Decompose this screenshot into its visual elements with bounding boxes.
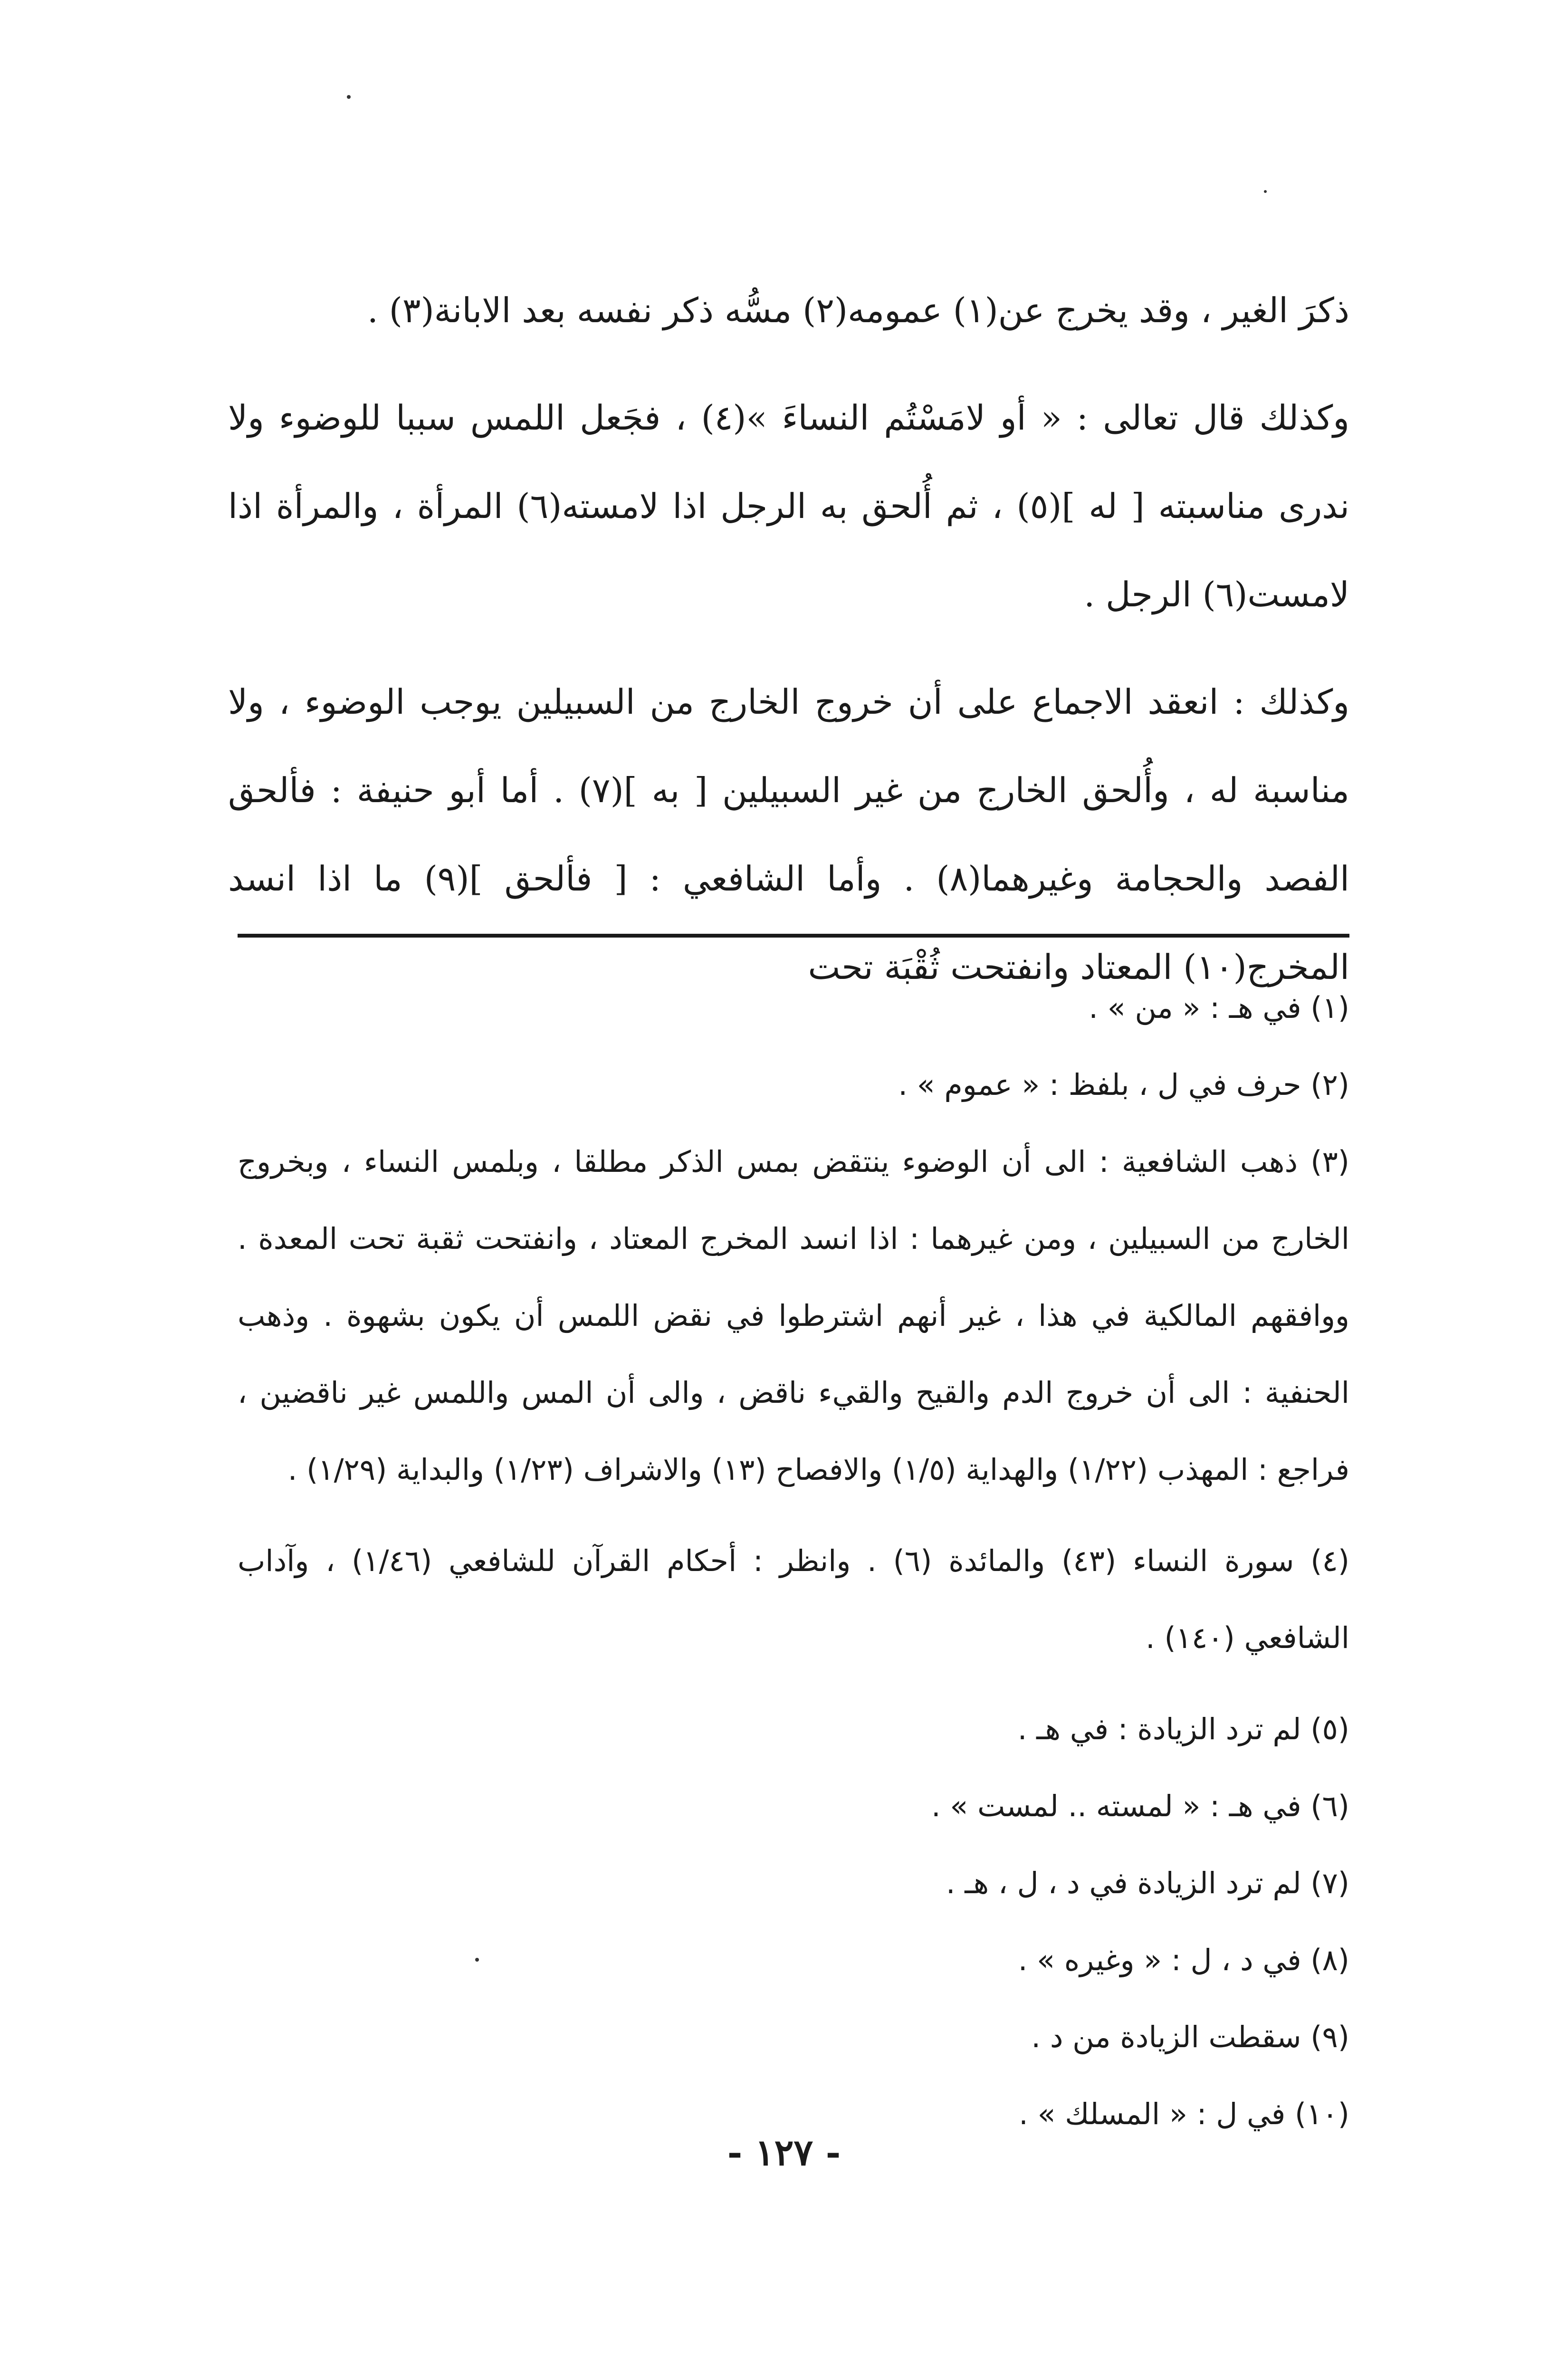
footnote: (٦) في هـ : « لمسته .. لمست » . — [931, 1789, 1349, 1823]
footnote: (٥) لم ترد الزيادة : في هـ . — [1017, 1712, 1349, 1746]
footnote: (٣) ذهب الشافعية : الى أن الوضوء ينتقض بمس الذكر مطلقا ، وبلمس النساء ، وبخروج الخارج من السبيلين ، ومن غيرهما : اذا انسد المخرج المعتاد ، وانفتحت ثقبة تحت المعدة . ووافقهم المالكية في هذا ، غير أنهم اشترطوا في نقض اللمس أن يكون بشهوة . وذهب الحنفية : الى أن خروج الدم والقيح والقيء ناقض ، والى أن المس واللمس غير ناقضين ، فراجع : المهذب (١/٢٢) والهداية (١/٥) والافصاح (١٣) والاشراف (١/٢٣) والبداية (١/٢٩) . — [238, 1144, 1349, 1487]
footnote: (١) في هـ : « من » . — [1089, 990, 1349, 1025]
page-number: - ١٢٧ - — [727, 2131, 841, 2174]
footnote: (٢) حرف في ل ، بلفظ : « عموم » . — [898, 1067, 1349, 1102]
footnote: (٩) سقطت الزيادة من د . — [1031, 2020, 1349, 2054]
footnote-separator — [238, 934, 1349, 938]
main-text — [228, 266, 1349, 1030]
scan-speck — [347, 95, 351, 99]
scan-speck — [1264, 190, 1267, 193]
footnote: (١٠) في ل : « المسلك » . — [1019, 2097, 1349, 2131]
footnotes — [238, 969, 1349, 2153]
footnote: (٨) في د ، ل : « وغيره » . — [1018, 1943, 1349, 1977]
footnote: (٤) سورة النساء (٤٣) والمائدة (٦) . وانظر : أحكام القرآن للشافعي (١/٤٦) ، وآداب الشافعي (١٤٠) . — [238, 1543, 1350, 1655]
body-paragraph: ذكرَ الغير ، وقد يخرج عن(١) عمومه(٢) مسُّه ذكر نفسه بعد الابانة(٣) . — [367, 290, 1349, 330]
body-paragraph: وكذلك قال تعالى : « أو لامَسْتُم النساءَ »(٤) ، فجَعل اللمس سببا للوضوء ولا ندرى مناسبته [ له ](٥) ، ثم أُلحق به الرجل اذا لامسته(٦) المرأة ، والمرأة اذا لامست(٦) الرجل . — [228, 398, 1349, 614]
footnote: (٧) لم ترد الزيادة في د ، ل ، هـ . — [946, 1866, 1349, 1900]
body-paragraph: وكذلك : انعقد الاجماع على أن خروج الخارج من السبيلين يوجب الوضوء ، ولا مناسبة له ، وأُلحق الخارج من غير السبيلين [ به ](٧) . أما أبو حنيفة : فألحق الفصد والحجامة وغيرهما(٨) . وأما الشافعي : [ فألحق ](٩) ما اذا انسد المخرج(١٠) المعتاد وانفتحت ثُقْبَة تحت — [228, 682, 1349, 987]
